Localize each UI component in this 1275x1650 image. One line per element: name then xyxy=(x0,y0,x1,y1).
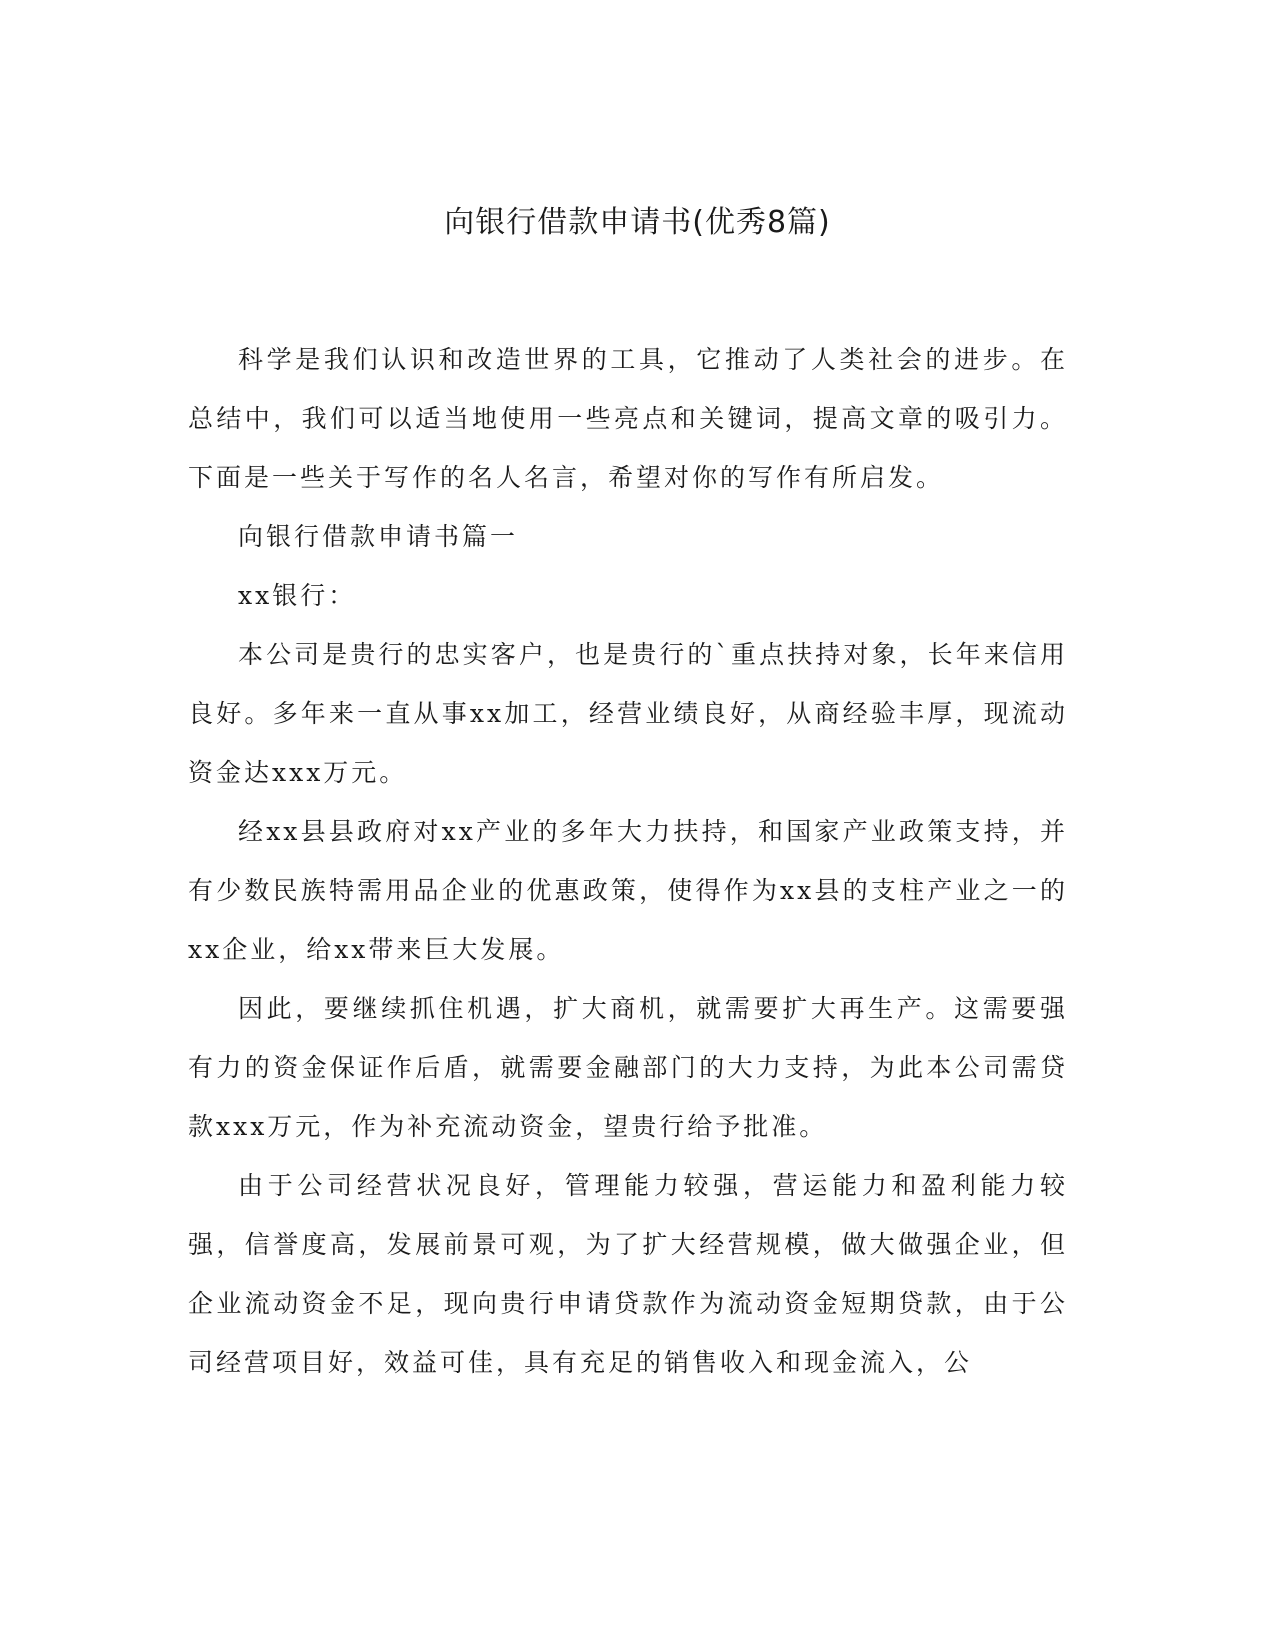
body-paragraph: 因此，要继续抓住机遇，扩大商机，就需要扩大再生产。这需要强有力的资金保证作后盾，就需要金融部门的大力支持，为此本公司需贷款xxx万元，作为补充流动资金，望贵行给予批准。 xyxy=(188,994,1068,1141)
section-heading: 向银行借款申请书篇一 xyxy=(238,522,519,551)
document-body xyxy=(188,330,1068,1392)
document-title: 向银行借款申请书(优秀8篇) xyxy=(444,205,831,240)
salutation: xx银行： xyxy=(238,581,357,610)
body-paragraph: 由于公司经营状况良好，管理能力较强，营运能力和盈利能力较强，信誉度高，发展前景可观，为了扩大经营规模，做大做强企业，但企业流动资金不足，现向贵行申请贷款作为流动资金短期贷款，由于公司经营项目好，效益可佳，具有充足的销售收入和现金流入，公 xyxy=(188,1171,1068,1377)
body-paragraph: 本公司是贵行的忠实客户，也是贵行的`重点扶持对象，长年来信用良好。多年来一直从事xx加工，经营业绩良好，从商经验丰厚，现流动资金达xxx万元。 xyxy=(188,640,1068,787)
intro-paragraph: 科学是我们认识和改造世界的工具，它推动了人类社会的进步。在总结中，我们可以适当地使用一些亮点和关键词，提高文章的吸引力。下面是一些关于写作的名人名言，希望对你的写作有所启发。 xyxy=(188,345,1068,492)
body-paragraph: 经xx县县政府对xx产业的多年大力扶持，和国家产业政策支持，并有少数民族特需用品企业的优惠政策，使得作为xx县的支柱产业之一的xx企业，给xx带来巨大发展。 xyxy=(188,817,1068,964)
